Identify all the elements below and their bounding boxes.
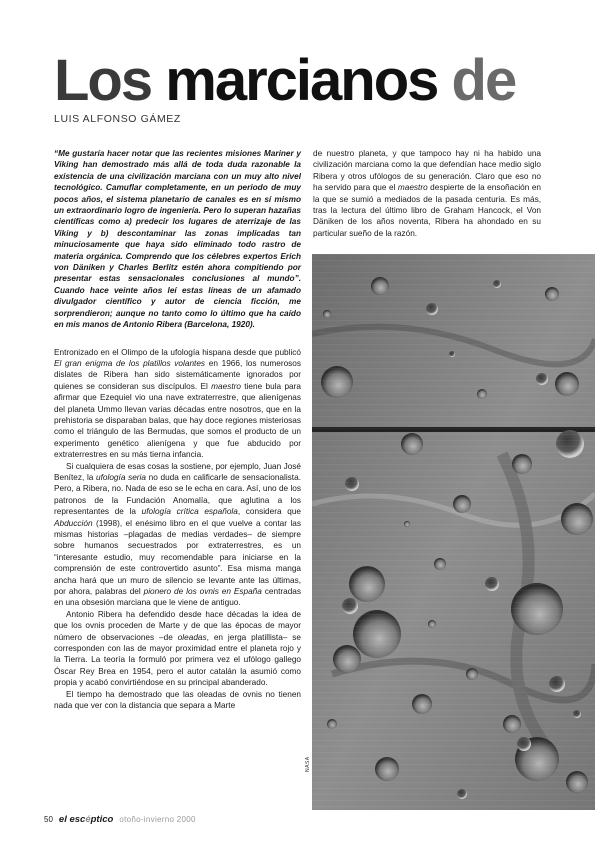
headline-word-2: marcianos: [165, 48, 438, 113]
body-paragraph-2: Si cualquiera de esas cosas la sostiene, por ejemplo, Juan José Benítez, la ufología seria no duda en calificarle de sensacionalista. Pero, a Ribera, no. Nada de eso se le echa en cara. Así, uno de los patronos de la Fundación Anomalía, que aglutina a los representantes de la ufología crítica española, considera que Abducción (1998), el enésimo libro en el que vuelve a contar las mismas historias –plagadas de medias verdades– de siempre sobre humanos secuestrados por extraterrestres, es un “interesante estudio, muy recomendable para iniciarse en la comprensión de este controvertido asunto”. Esa misma manga ancha hará que un muro de silencio se levante ante las últimas, por ahora, palabras del pionero de los ovnis en España centradas en una obsesión marciana que le viene de antiguo.: [54, 461, 302, 608]
right-column-paragraph: de nuestro planeta, y que tampoco hay ni ha habido una civilización marciana como la que defendían hace medio siglo Ribera y otros ufólogos de su generación. Claro que eso no ha servido para que el maestro despierte de la ensoñación en la que se sumió a mediados de la pasada centuria. Es más, tras la lectura del último libro de Graham Hancock, el Von Däniken de los años noventa, Ribera ha ahondado en su particular sueño de la razón.: [313, 149, 541, 238]
article-body: [54, 347, 301, 712]
author-byline: LUIS ALFONSO GÁMEZ: [54, 113, 181, 125]
left-column: [54, 148, 301, 712]
photo-credit: NASA: [305, 756, 311, 772]
issue-date: otoño-invierno 2000: [119, 815, 196, 824]
headline: [54, 50, 515, 112]
mars-surface-photo: [312, 254, 595, 810]
magazine-name: el escéptico: [58, 814, 114, 825]
crater-photo-graphic: [312, 254, 595, 810]
body-paragraph-4: El tiempo ha demostrado que las oleadas de ovnis no tienen nada que ver con la distancia que separa a Marte: [54, 689, 301, 711]
page-footer: [44, 814, 196, 825]
intro-paragraph: “Me gustaría hacer notar que las recientes misiones Mariner y Viking han demostrado más allá de toda duda razonable la existencia de una civilización marciana con un muy alto nivel tecnológico. Camuflar completamente, en un periodo de muy pocos años, el sistema planetario de canales es en sí mismo un extraordinario logro de ingeniería. Pero lo superan hazañas científicas como a) predecir los lugares de aterrizaje de las Viking y b) descontaminar las zonas implicadas tan minuciosamente que haya sido eliminado todo rastro de materia orgánica. Comprendo que los célebres expertos Erich von Däniken y Charles Berlitz estén ahora compitiendo por presentar estas sensacionales conclusiones al mundo”. Cuando hace veinte años leí estas líneas de un afamado divulgador científico y autor de ciencia ficción, me sorprendieron; aunque no tanto como lo último que ha caído en mis manos de Antonio Ribera (Barcelona, 1920).: [54, 149, 301, 330]
headline-word-1: Los: [54, 48, 152, 113]
headline-word-3: de: [451, 48, 516, 113]
body-paragraph-1: Entronizado en el Olimpo de la ufología hispana desde que publicó El gran enigma de los platillos volantes en 1966, los numerosos dislates de Ribera han sido sistemáticamente ignorados por quienes se consideran sus discípulos. El maestro tiene bula para afirmar que Ezequiel vio una nave extraterrestre, que alienígenas del planeta Ummo llevan varias décadas entre nosotros, que en la prehistoria se disparaban balas, que hay doce regiones misteriosas como el triángulo de las Bermudas, que somos el producto de un experimento genético alienígena y que fue abducido por extraterrestres en su más tierna infancia.: [54, 347, 302, 460]
page-number: 50: [44, 815, 53, 824]
right-column: [313, 148, 541, 239]
body-paragraph-3: Antonio Ribera ha defendido desde hace décadas la idea de que los ovnis proceden de Marte y de que las épocas de mayor número de observaciones –de oleadas, en jerga platillista– se corresponden con las de mayor proximidad entre el planeta rojo y la Tierra. La teoría la formuló por primera vez el ufólogo gallego Óscar Rey Brea en 1954, pero el autor catalán la asumió como propia y acabó convirtiéndose en su principal abanderado.: [54, 609, 301, 688]
